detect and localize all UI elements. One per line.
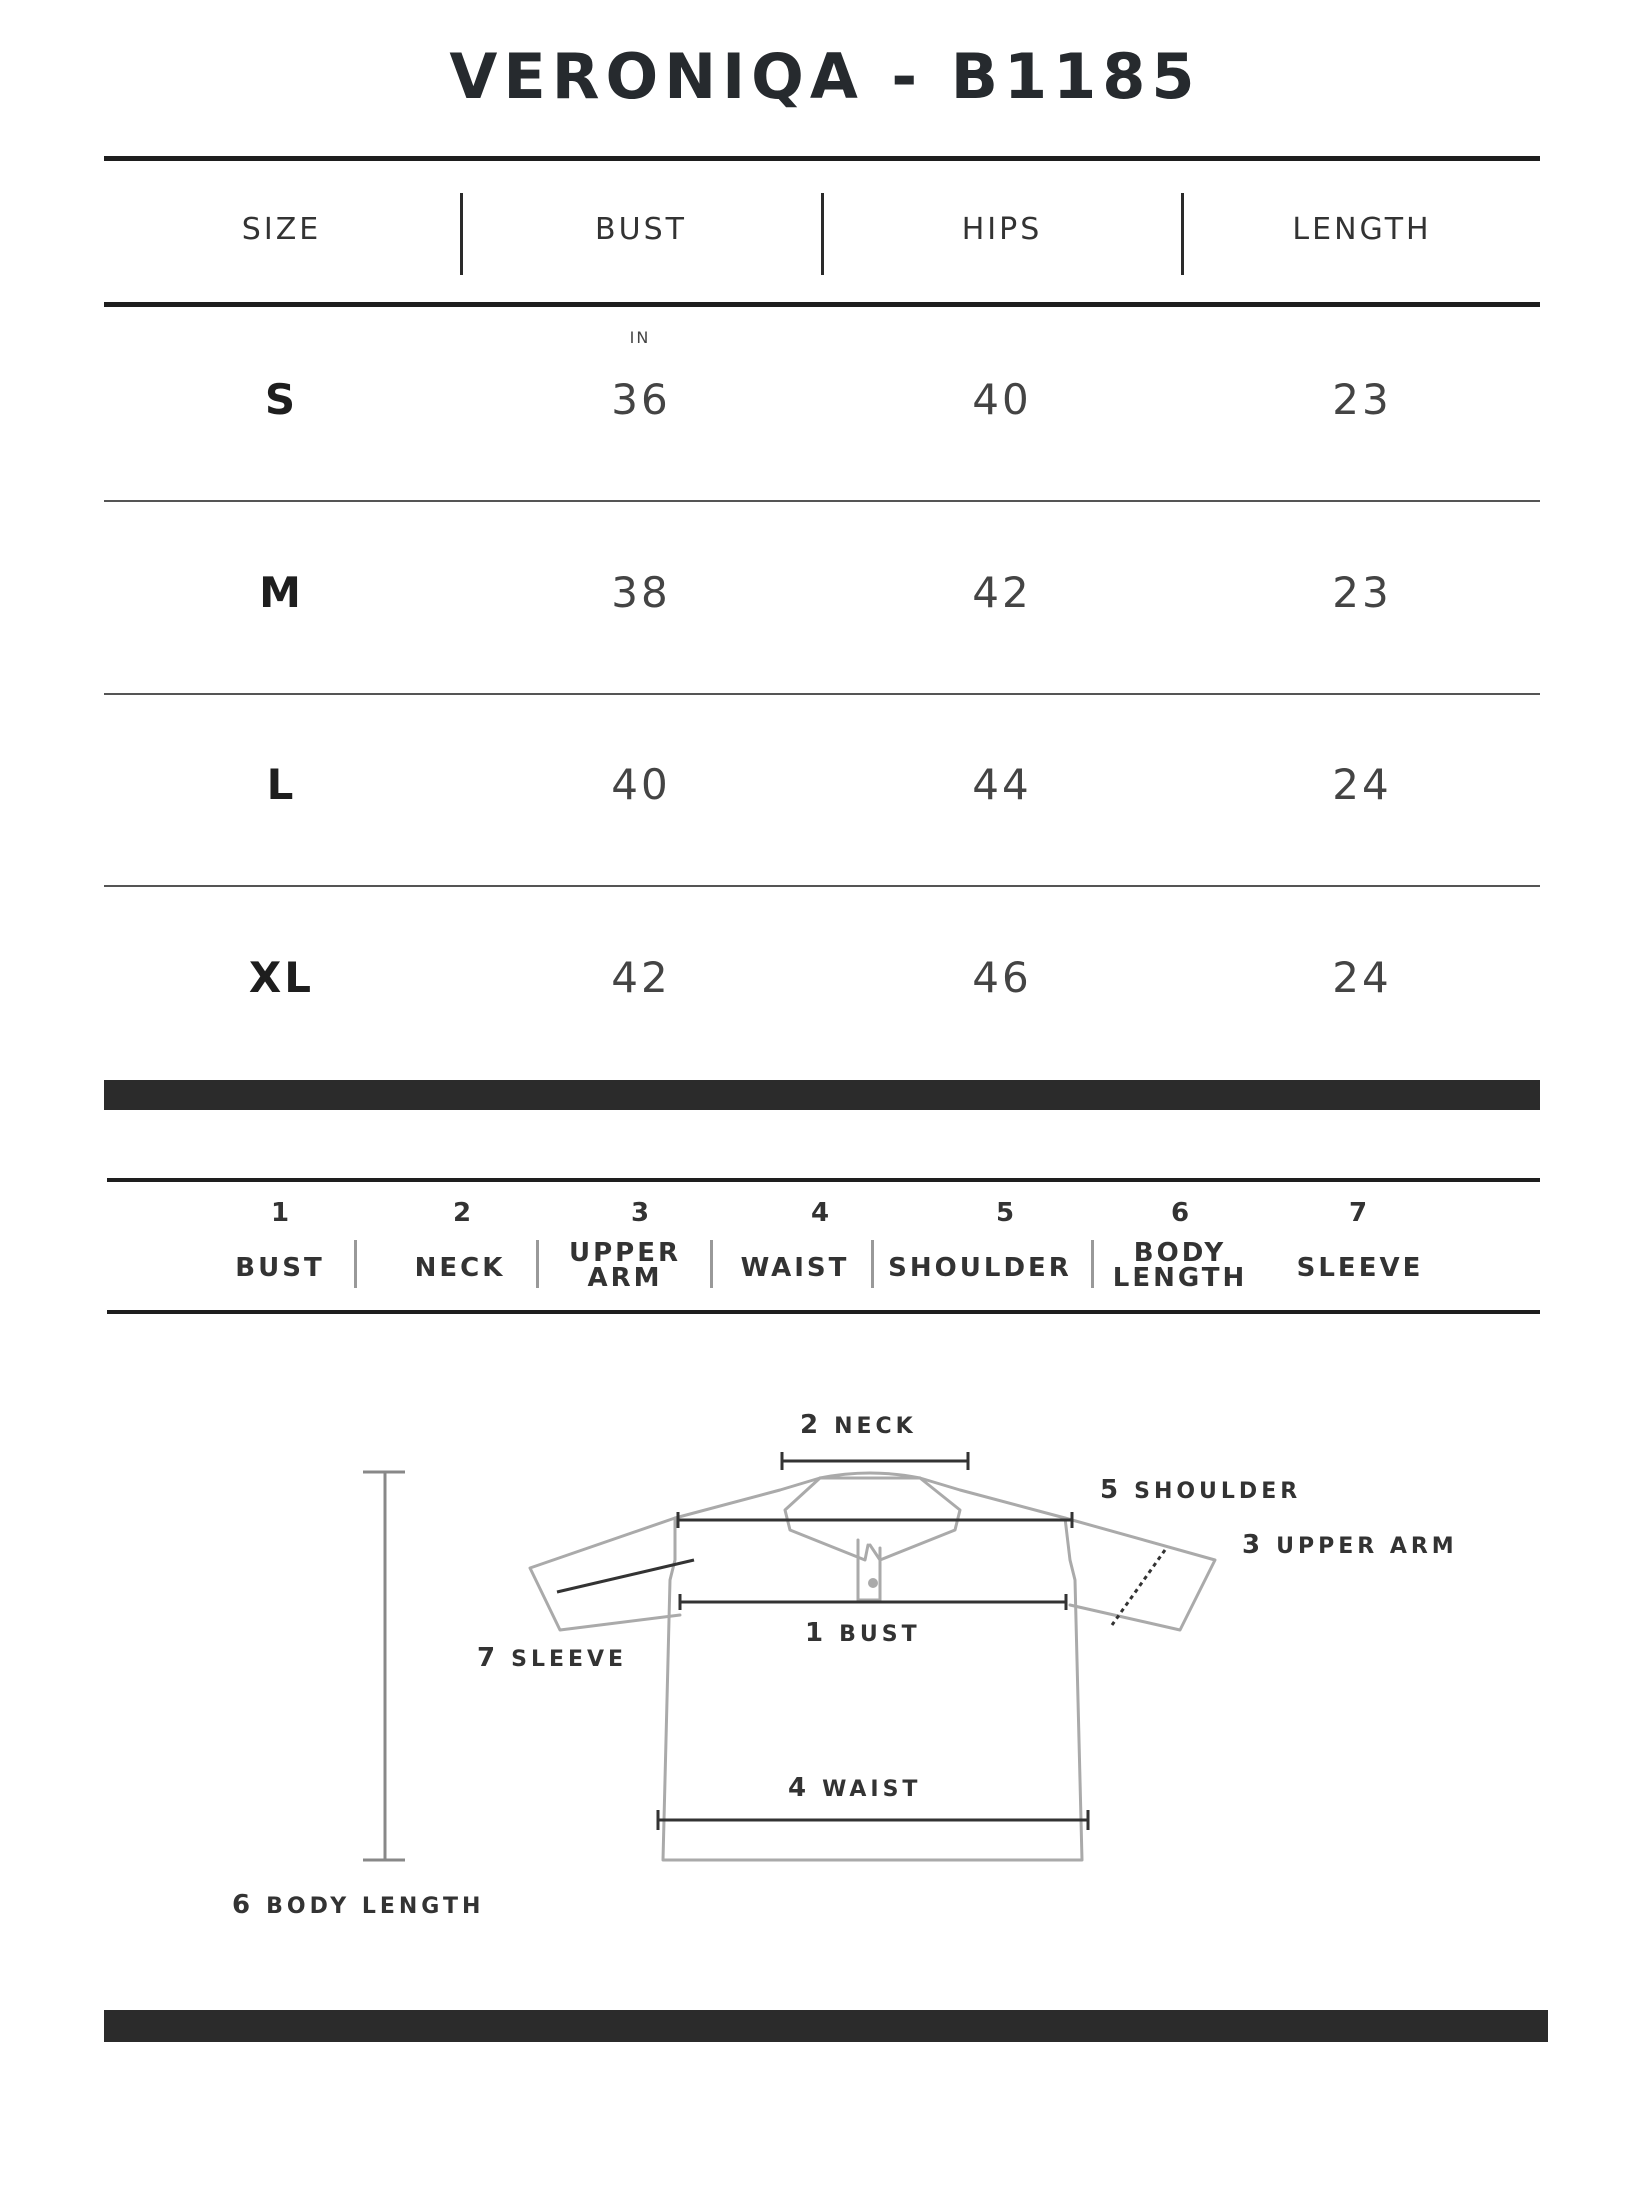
diagram-label-sleeve: 7 SLEEVE [477,1643,628,1673]
table-cell-size: L [266,760,297,809]
key-label: SLEEVE [1296,1253,1424,1283]
table-cell-length: 24 [1332,760,1392,809]
footer-separator-bar [104,2010,1548,2042]
upper-arm-measure-line [1112,1550,1165,1625]
key-number: 6 [1170,1198,1190,1228]
header-bust: BUST [595,212,687,247]
shirt-right-sleeve [1065,1518,1215,1630]
key-label: LENGTH [1112,1263,1248,1293]
key-number: 1 [270,1198,290,1228]
table-cell-hips: 42 [972,568,1032,617]
table-cell-hips: 40 [972,375,1032,424]
shirt-button [868,1578,878,1588]
diagram-label-body-length: 6 BODY LENGTH [232,1890,485,1920]
page-title: VERONIQA - B1185 [449,40,1201,113]
header-length: LENGTH [1292,212,1432,247]
header-hips: HIPS [961,212,1043,247]
diagram-label-waist: 4 WAIST [788,1773,922,1803]
key-label: BUST [235,1253,325,1283]
key-label: BODY [1133,1238,1227,1268]
table-cell-size: XL [248,953,315,1002]
diagram-label-neck: 2 NECK [800,1410,917,1440]
table-cell-hips: 44 [972,760,1032,809]
key-number: 7 [1348,1198,1368,1228]
shirt-placket [858,1540,880,1600]
diagram-label-bust: 1 BUST [805,1618,921,1648]
diagram-label-shoulder: 5 SHOULDER [1100,1475,1302,1505]
key-number: 4 [810,1198,830,1228]
key-number: 5 [995,1198,1015,1228]
header-size: SIZE [241,212,322,247]
key-label: UPPER [568,1238,681,1268]
diagram-label-upper-arm: 3 UPPER ARM [1242,1530,1458,1560]
key-label: SHOULDER [888,1253,1072,1283]
key-label: WAIST [740,1253,850,1283]
table-cell-hips: 46 [972,953,1032,1002]
table-cell-size: S [264,375,299,424]
table-cell-length: 23 [1332,568,1392,617]
key-label: ARM [587,1263,663,1293]
table-cell-length: 24 [1332,953,1392,1002]
unit-label: IN [629,328,651,347]
table-cell-bust: 42 [611,953,671,1002]
key-label: NECK [414,1253,506,1283]
table-cell-size: M [259,568,304,617]
table-cell-bust: 40 [611,760,671,809]
table-cell-bust: 38 [611,568,671,617]
sleeve-measure-line [557,1560,694,1592]
key-number: 3 [630,1198,650,1228]
table-cell-bust: 36 [611,375,671,424]
key-number: 2 [452,1198,472,1228]
shirt-left-sleeve [530,1518,680,1630]
table-cell-length: 23 [1332,375,1392,424]
